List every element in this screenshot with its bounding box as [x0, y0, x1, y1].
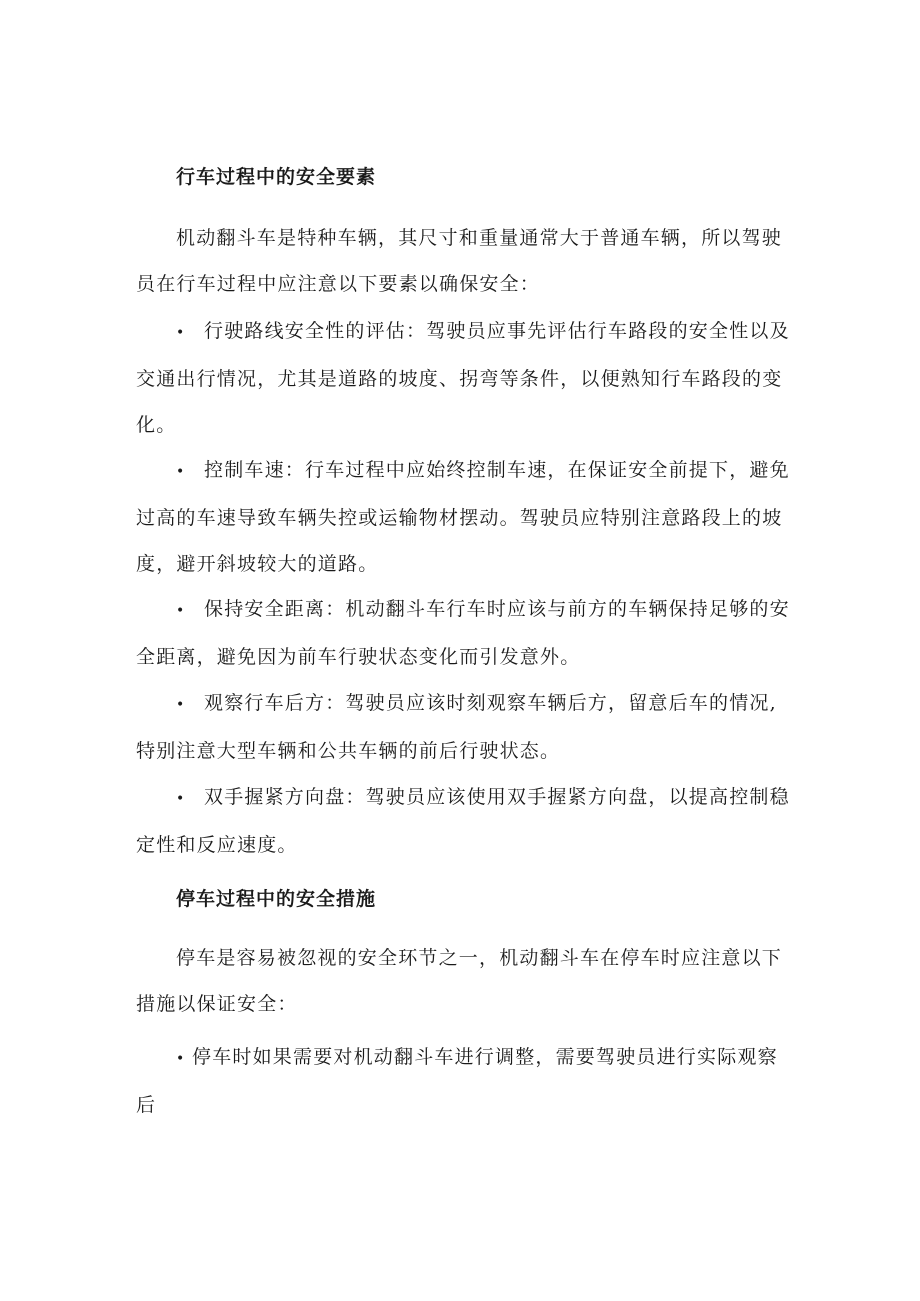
- list-item-text: 行驶路线安全性的评估：驾驶员应事先评估行车路段的安全性以及交通出行情况，尤其是道路的坡度、拐弯等条件，以便熟知行车路段的变化。: [136, 320, 790, 436]
- bullet-icon: •: [176, 603, 186, 619]
- list-item-text: 双手握紧方向盘：驾驶员应该使用双手握紧方向盘，以提高控制稳定性和反应速度。: [136, 786, 790, 856]
- section-heading-driving-safety: 行车过程中的安全要素: [176, 166, 377, 188]
- list-item: [136, 308, 796, 448]
- bullet-icon: •: [176, 325, 186, 341]
- list-item: [136, 680, 796, 774]
- paragraph-parking-intro: 停车是容易被忽视的安全环节之一，机动翻斗车在停车时应注意以下措施以保证安全：: [136, 947, 783, 1015]
- bullet-icon: •: [176, 1051, 186, 1067]
- list-item-text: 保持安全距离：机动翻斗车行车时应该与前方的车辆保持足够的安全距离，避免因为前车行驶状态变化而引发意外。: [136, 598, 790, 668]
- bullet-icon: •: [176, 464, 186, 480]
- section-heading-parking-safety: 停车过程中的安全措施: [176, 888, 377, 910]
- list-item-text: 控制车速：行车过程中应始终控制车速，在保证安全前提下，避免过高的车速导致车辆失控或运输物材摆动。驾驶员应特别注意路段上的坡度，避开斜坡较大的道路。: [136, 459, 790, 575]
- list-item-text: 观察行车后方：驾驶员应该时刻观察车辆后方，留意后车的情况,特别注意大型车辆和公共车辆的前后行驶状态。: [136, 692, 777, 762]
- list-item-text: 停车时如果需要对机动翻斗车进行调整，需要驾驶员进行实际观察后: [136, 1046, 778, 1116]
- list-item: [136, 774, 796, 868]
- list-item: [136, 1034, 796, 1128]
- bullet-icon: •: [176, 697, 186, 713]
- paragraph-driving-intro: 机动翻斗车是特种车辆，其尺寸和重量通常大于普通车辆，所以驾驶员在行车过程中应注意以下要素以确保安全：: [136, 227, 783, 295]
- list-item: [136, 586, 796, 680]
- bullet-icon: •: [176, 791, 186, 807]
- list-item: [136, 447, 796, 587]
